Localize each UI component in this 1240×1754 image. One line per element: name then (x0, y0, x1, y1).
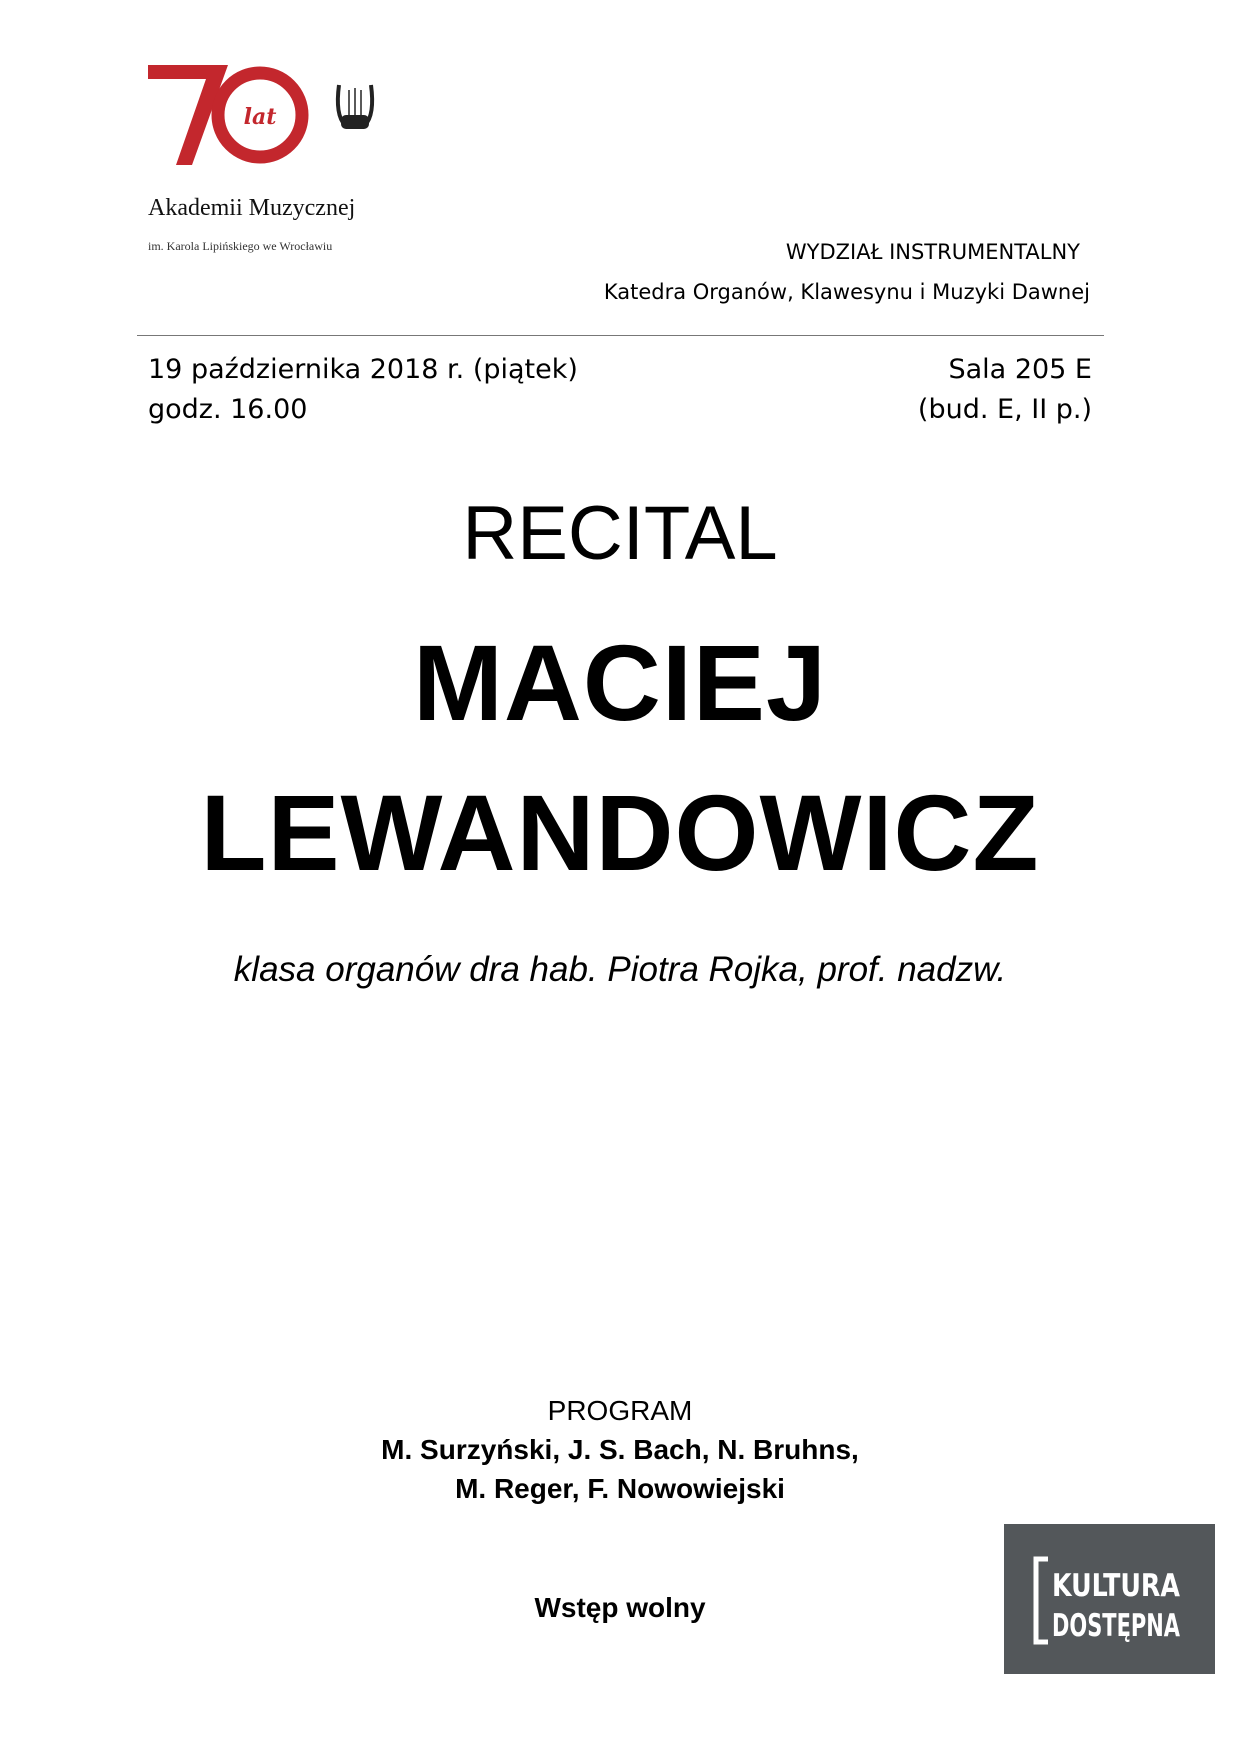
admission-info: Wstęp wolny (534, 1592, 706, 1623)
svg-text:KULTURA: KULTURA (1052, 1568, 1181, 1604)
svg-text:lat: lat (243, 104, 277, 130)
event-date: 19 października 2018 r. (piątek) (148, 354, 578, 385)
program-heading: PROGRAM (547, 1395, 693, 1426)
performer-first-name: MACIEJ (412, 622, 828, 743)
event-location (918, 350, 1092, 430)
lyre-icon (338, 85, 372, 129)
academy-70-years-logo (140, 45, 400, 285)
kultura-dostepna-badge (1004, 1524, 1215, 1674)
department-name: Katedra Organów, Klawesynu i Muzyki Dawnej (603, 280, 1090, 304)
event-date-time (148, 350, 578, 430)
svg-text:im. Karola Lipińskiego we Wroc: im. Karola Lipińskiego we Wrocławiu (148, 239, 333, 253)
recital-heading: RECITAL (462, 491, 778, 576)
faculty-name: WYDZIAŁ INSTRUMENTALNY (785, 240, 1080, 264)
performer-last-name: LEWANDOWICZ (200, 772, 1040, 893)
program-line-2: M. Reger, F. Nowowiejski (455, 1473, 785, 1504)
header-divider (137, 335, 1104, 336)
svg-text:DOSTĘPNA: DOSTĘPNA (1052, 1608, 1181, 1644)
event-building: (bud. E, II p.) (917, 394, 1092, 425)
svg-text:Akademii Muzycznej: Akademii Muzycznej (148, 195, 356, 221)
event-time: godz. 16.00 (148, 394, 308, 425)
class-info: klasa organów dra hab. Piotra Rojka, prof. nadzw. (233, 950, 1007, 989)
program-line-1: M. Surzyński, J. S. Bach, N. Bruhns, (381, 1434, 859, 1465)
event-room: Sala 205 E (948, 354, 1092, 385)
